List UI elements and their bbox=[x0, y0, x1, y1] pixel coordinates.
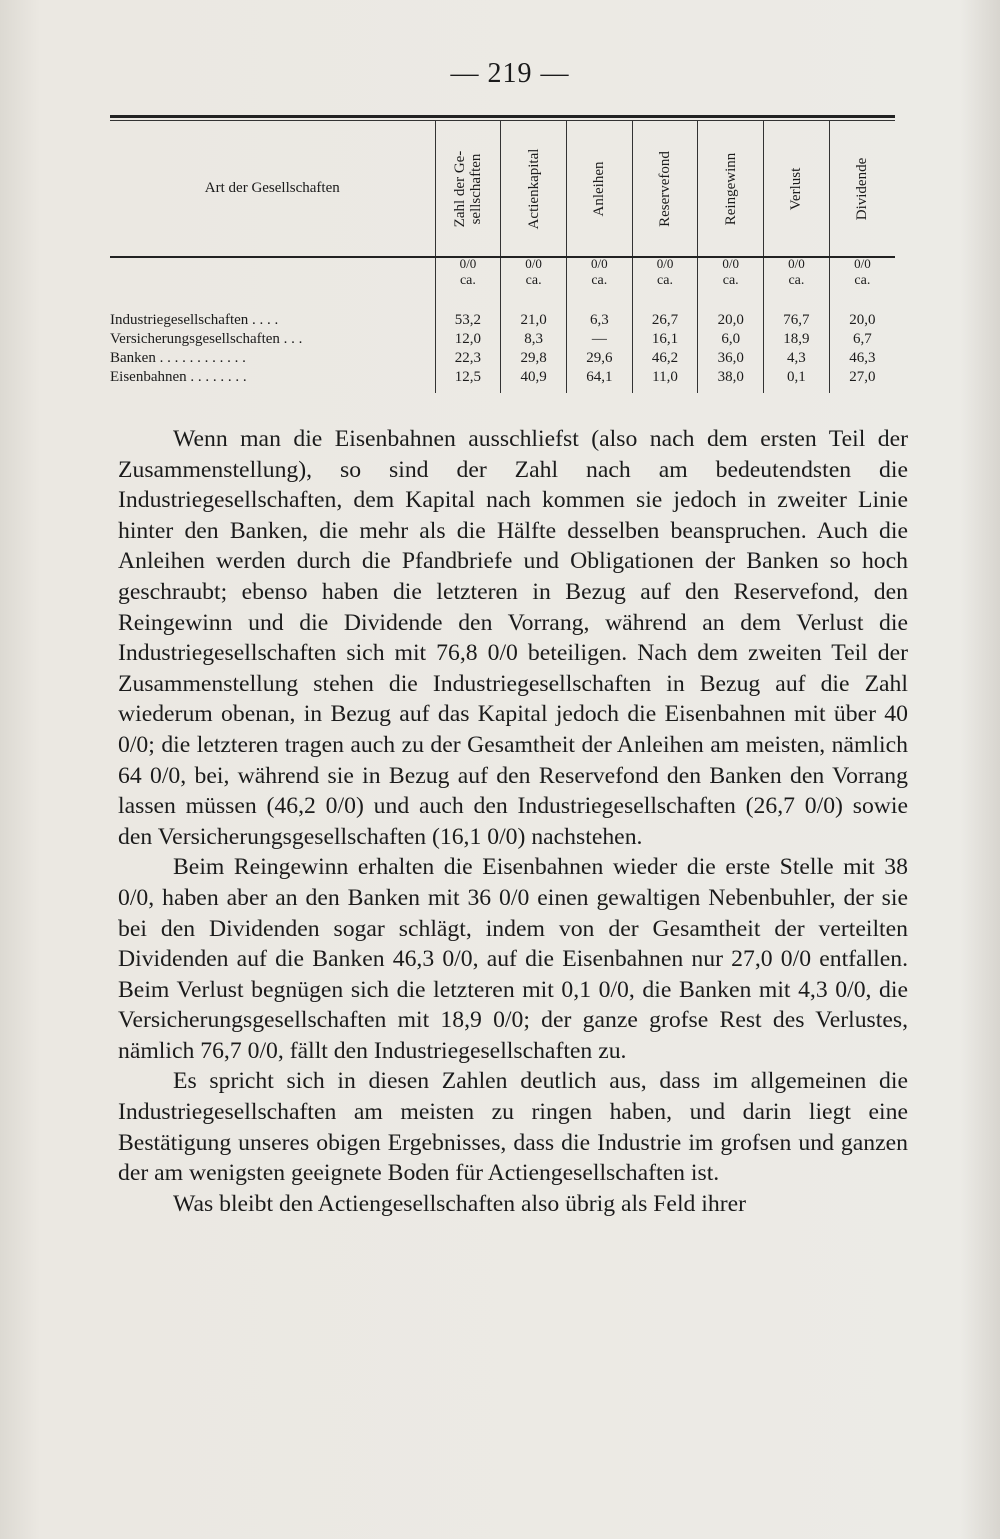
paragraph: Beim Reingewinn erhalten die Eisenbahnen wieder die erste Stelle mit 38 0/0, haben aber an den Banken mit 36 0/0 einen gewaltigen Nebenbuhler, der sie bei den Dividenden sogar schlägt, indem von der Gesamtheit der verteilten Dividenden auf die Banken 46,3 0/0, auf die Eisenbahnen nur 27,0 0/0 entfallen. Beim Verlust begnügen sich die letzteren mit 0,1 0/0, die Banken mit 4,3 0/0, die Versicherungsgesellschaften mit 18,9 0/0; der ganze grofse Rest des Verlustes, nämlich 76,7 0/0, fällt den Industriegesellschaften zu. bbox=[118, 854, 908, 1064]
unit-ca: ca. bbox=[854, 273, 871, 288]
column-header bbox=[566, 121, 632, 257]
unit-ca: ca. bbox=[525, 273, 542, 288]
table-cell: 29,8 bbox=[501, 349, 567, 368]
table-cell: 6,7 bbox=[829, 330, 895, 349]
table-cell: 20,0 bbox=[829, 303, 895, 330]
unit-ca: ca. bbox=[591, 273, 608, 288]
column-header bbox=[764, 121, 830, 257]
percent-symbol: 0/0 bbox=[788, 256, 805, 271]
column-header-label: Zahl der Ge- sellschaften bbox=[451, 150, 484, 227]
statistics-table bbox=[110, 121, 895, 393]
column-header bbox=[829, 121, 895, 257]
unit-ca: ca. bbox=[657, 273, 673, 288]
unit-ca: ca. bbox=[722, 273, 739, 288]
table-cell: 4,3 bbox=[764, 349, 830, 368]
table-cell: 64,1 bbox=[566, 368, 632, 393]
table-cell: 20,0 bbox=[698, 303, 764, 330]
column-header-label: Reservefond bbox=[657, 150, 674, 227]
column-header-label: Dividende bbox=[854, 157, 871, 220]
paragraph: Es spricht sich in diesen Zahlen deutlich aus, dass im allgemeinen die Industriegesellschaften am meisten zu ringen haben, und darin liegt eine Bestätigung unseres obigen Ergebnisses, dass die Industrie im grofsen und ganzen der am wenigsten geeignete Boden für Actiengesellschaften ist. bbox=[118, 1068, 908, 1187]
table-cell: 16,1 bbox=[632, 330, 698, 349]
unit-row-spacer bbox=[110, 257, 435, 303]
unit-cell bbox=[501, 257, 567, 303]
column-header bbox=[501, 121, 567, 257]
percent-symbol: 0/0 bbox=[525, 256, 542, 271]
table-cell: 36,0 bbox=[698, 349, 764, 368]
body-text bbox=[118, 424, 908, 1219]
percent-symbol: 0/0 bbox=[722, 256, 740, 271]
table-row bbox=[110, 349, 895, 368]
unit-cell bbox=[566, 257, 632, 303]
percent-symbol: 0/0 bbox=[854, 256, 871, 271]
table-body bbox=[110, 257, 895, 393]
table-row bbox=[110, 368, 895, 393]
table-cell: 6,3 bbox=[566, 303, 632, 330]
table-cell: 53,2 bbox=[435, 303, 501, 330]
percent-symbol: 0/0 bbox=[591, 256, 608, 271]
unit-row bbox=[110, 257, 895, 303]
table-cell: 12,5 bbox=[435, 368, 501, 393]
column-header-label: Anleihen bbox=[591, 161, 608, 216]
table-cell: 22,3 bbox=[435, 349, 501, 368]
column-header bbox=[698, 121, 764, 257]
table-cell: 27,0 bbox=[829, 368, 895, 393]
unit-ca: ca. bbox=[788, 273, 805, 288]
table-cell: 29,6 bbox=[566, 349, 632, 368]
table-row bbox=[110, 330, 895, 349]
table-cell: 38,0 bbox=[698, 368, 764, 393]
row-label: Versicherungsgesellschaften . . . bbox=[110, 331, 303, 347]
table-cell: 11,0 bbox=[632, 368, 698, 393]
table-cell: 76,7 bbox=[764, 303, 830, 330]
table-cell: — bbox=[566, 330, 632, 349]
paragraph: Was bleibt den Actiengesellschaften also übrig als Feld ihrer bbox=[173, 1190, 747, 1217]
unit-ca: ca. bbox=[459, 273, 476, 288]
table-cell: 26,7 bbox=[632, 303, 698, 330]
column-header bbox=[632, 121, 698, 257]
table-row bbox=[110, 303, 895, 330]
row-label: Banken . . . . . . . . . . . . bbox=[110, 350, 246, 366]
table-cell: 18,9 bbox=[764, 330, 830, 349]
unit-cell bbox=[829, 257, 895, 303]
row-label: Eisenbahnen . . . . . . . . bbox=[110, 369, 247, 385]
table-cell: 21,0 bbox=[501, 303, 567, 330]
table-cell: 40,9 bbox=[501, 368, 567, 393]
column-header-label: Actienkapital bbox=[525, 148, 542, 229]
table-cell: 0,1 bbox=[764, 368, 830, 393]
percent-symbol: 0/0 bbox=[656, 256, 674, 271]
unit-cell bbox=[764, 257, 830, 303]
table-cell: 12,0 bbox=[435, 330, 501, 349]
table-cell: 46,3 bbox=[829, 349, 895, 368]
percent-symbol: 0/0 bbox=[459, 256, 477, 271]
table-cell: 46,2 bbox=[632, 349, 698, 368]
paragraph: Wenn man die Eisenbahnen ausschliefst (also nach dem ersten Teil der Zusammenstellung), so sind der Zahl nach am bedeutendsten die Industriegesellschaften, dem Kapital nach kommen sie jedoch in zweiter Linie hinter den Banken, die mehr als die Hälfte desselben beanspruchen. Auch die Anleihen werden durch die Pfandbriefe und Obligationen der Banken so hoch geschraubt; ebenso haben die letzteren in Bezug auf den Reservefond, den Reingewinn und die Dividende den Vorrang, während an dem Verlust die Industriegesellschaften sich mit 76,8 0/0 beteiligen. Nach dem zweiten Teil der Zusammenstellung stehen die Industriegesellschaften in Bezug auf die Zahl wiederum obenan, in Bezug auf das Kapital jedoch die Eisenbahnen mit über 40 0/0; die letzteren tragen auch zu der Gesamtheit der Anleihen am meisten, nämlich 64 0/0, bei, während sie in Bezug auf den Reservefond den Banken den Vorrang lassen müssen (46,2 0/0) und auch den Industriegesellschaften (26,7 0/0) sowie den Versicherungsgesellschaften (16,1 0/0) nachstehen. bbox=[118, 426, 908, 850]
table-header-row bbox=[110, 121, 895, 257]
unit-cell bbox=[698, 257, 764, 303]
table-cell: 8,3 bbox=[501, 330, 567, 349]
unit-cell bbox=[632, 257, 698, 303]
table-top-rule bbox=[110, 115, 895, 118]
statistics-table-container bbox=[110, 115, 895, 393]
column-header bbox=[435, 121, 501, 257]
row-label: Industriegesellschaften . . . . bbox=[110, 312, 279, 328]
unit-cell bbox=[435, 257, 501, 303]
column-header-label: Verlust bbox=[788, 167, 805, 210]
column-header-label: Reingewinn bbox=[722, 152, 739, 225]
page-number: — 219 — bbox=[450, 58, 570, 89]
row-header-label: Art der Gesellschaften bbox=[204, 180, 340, 196]
table-cell: 6,0 bbox=[698, 330, 764, 349]
